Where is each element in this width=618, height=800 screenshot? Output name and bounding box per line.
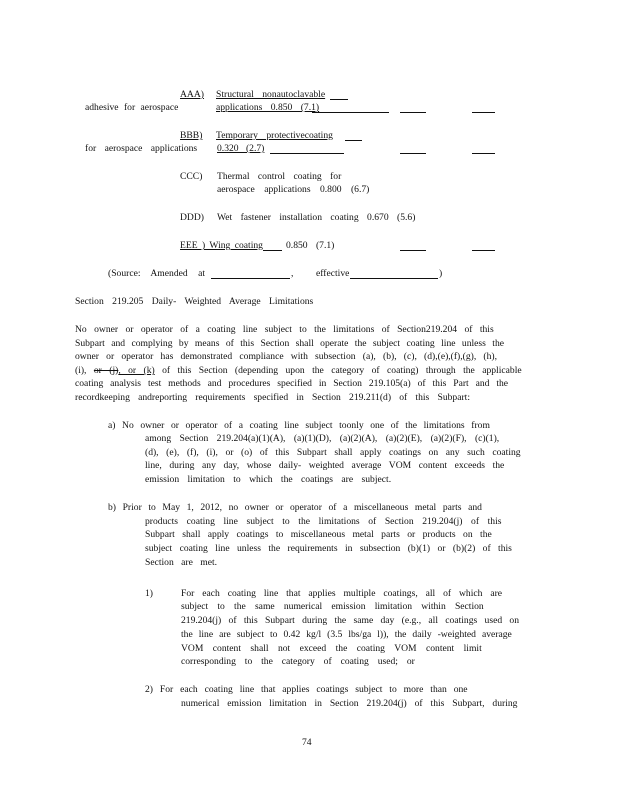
- page-number: 74: [302, 737, 312, 748]
- source-blank-1: [211, 278, 290, 279]
- item-ddd-text: Wet fastener installation coating 0.670 (5.6): [217, 212, 416, 223]
- item-eee-values: 0.850 (7.1): [286, 240, 335, 251]
- source-blank-2: [350, 278, 438, 279]
- item-bbb-label: BBB): [180, 130, 203, 141]
- para-b-line-3: Subpart shall apply coatings to miscellaneous metal parts or products on the: [145, 529, 492, 540]
- source-comma: ,: [291, 268, 294, 279]
- intro-line-5: coating analysis test methods and procedures specified in Section 219.105(a) of this Part and the: [75, 378, 509, 389]
- source-open: (Source: Amended at: [108, 268, 205, 279]
- item-eee-blank-1: [400, 250, 426, 251]
- item-bbb-blank-3: [472, 153, 495, 154]
- para-b1-line-4: the line are subject to 0.42 kg/l (3.5 lbs/ga l)), the daily -weighted average: [181, 629, 512, 640]
- para-a-line-5: emission limitation to which the coatings are subject.: [145, 474, 392, 485]
- item-aaa-label: AAA): [180, 89, 204, 100]
- para-b1-line-6: corresponding to the category of coating used; or: [181, 656, 415, 667]
- item-eee-blank-0: [263, 250, 282, 251]
- intro-line-1: No owner or operator of a coating line subject to the limitations of Section219.204 of this: [75, 324, 494, 335]
- para-b1-number: 1): [145, 588, 153, 599]
- source-close: ): [439, 268, 443, 279]
- item-aaa-title-blank: [330, 99, 348, 100]
- item-ddd-label: DDD): [180, 212, 204, 223]
- para-a-line-4: line, during any day, whose daily- weighted average VOM content exceeds the: [145, 460, 505, 471]
- para-a-line-1: a) No owner or operator of a coating line subject toonly one of the limitations from: [108, 420, 490, 431]
- source-effective: effective: [316, 268, 350, 279]
- item-ccc-line2: aerospace applications 0.800 (6.7): [217, 184, 370, 195]
- item-aaa-title: Structural nonautoclavable: [216, 89, 326, 100]
- para-b1-line-5: VOM content shall not exceed the coating VOM content limit: [181, 643, 482, 654]
- para-b1-line-3: 219.204(j) of this Subpart during the same day (e.g., all coatings used on: [181, 615, 520, 626]
- para-b-line-2: products coating line subject to the limitations of Section 219.204(j) of this: [145, 516, 502, 527]
- para-b2-line-1: 2) For each coating line that applies coatings subject to more than one: [145, 684, 468, 695]
- para-b-line-4: subject coating line unless the requirements in subsection (b)(1) or (b)(2) of this: [145, 543, 512, 554]
- item-bbb-blank-1: [270, 153, 344, 154]
- item-aaa-blank-1: [312, 112, 389, 113]
- item-eee-blank-2: [472, 250, 495, 251]
- item-ccc-label: CCC): [180, 171, 203, 182]
- para-b-line-5: Section are met.: [145, 557, 218, 568]
- para-a-line-2: among Section 219.204(a)(1)(A), (a)(1)(D), (a)(2)(A), (a)(2)(E), (a)(2)(F), (c)(1),: [145, 433, 500, 444]
- para-b-line-1: b) Prior to May 1, 2012, no owner or operator of a miscellaneous metal parts and: [108, 502, 482, 513]
- item-bbb-cont: 0.320 (2.7): [217, 143, 265, 154]
- item-bbb-blank-2: [400, 153, 426, 154]
- item-bbb-title: Temporary protectivecoating: [216, 130, 333, 141]
- item-bbb-prefix: for aerospace applications: [85, 143, 198, 154]
- para-b1-line-2: subject to the same numerical emission limitation within Section: [181, 601, 484, 612]
- item-aaa-blank-3: [472, 112, 495, 113]
- item-ccc-line1: Thermal control coating for: [217, 171, 342, 182]
- intro-line-2: Subpart and complying by means of this Section shall operate the subject coating line unless the: [75, 338, 505, 349]
- intro-line-4: (i), or (j), or (k) of this Section (depending upon the category of coating) through the applicable: [75, 365, 522, 376]
- para-b1-line-1: For each coating line that applies multiple coatings, all of which are: [181, 588, 503, 599]
- item-aaa-blank-2: [400, 112, 426, 113]
- item-aaa-cont: applications 0.850 (7.1): [216, 102, 320, 113]
- para-b2-line-2: numerical emission limitation in Section 219.204(j) of this Subpart, during: [181, 698, 518, 709]
- section-heading: Section 219.205 Daily- Weighted Average Limitations: [75, 296, 314, 307]
- item-aaa-prefix: adhesive for aerospace: [85, 102, 179, 113]
- intro-line-6: recordkeeping andreporting requirements specified in Section 219.211(d) of this Subpart:: [75, 392, 470, 403]
- intro-line-3: owner or operator has demonstrated compliance with subsection (a), (b), (c), (d),(e),(f),(g), (h),: [75, 351, 498, 362]
- item-bbb-title-blank: [345, 140, 362, 141]
- para-a-line-3: (d), (e), (f), (i), or (o) of this Subpart shall apply coatings on any such coating: [145, 447, 521, 458]
- item-eee-label: EEE ) Wing coating: [180, 240, 263, 251]
